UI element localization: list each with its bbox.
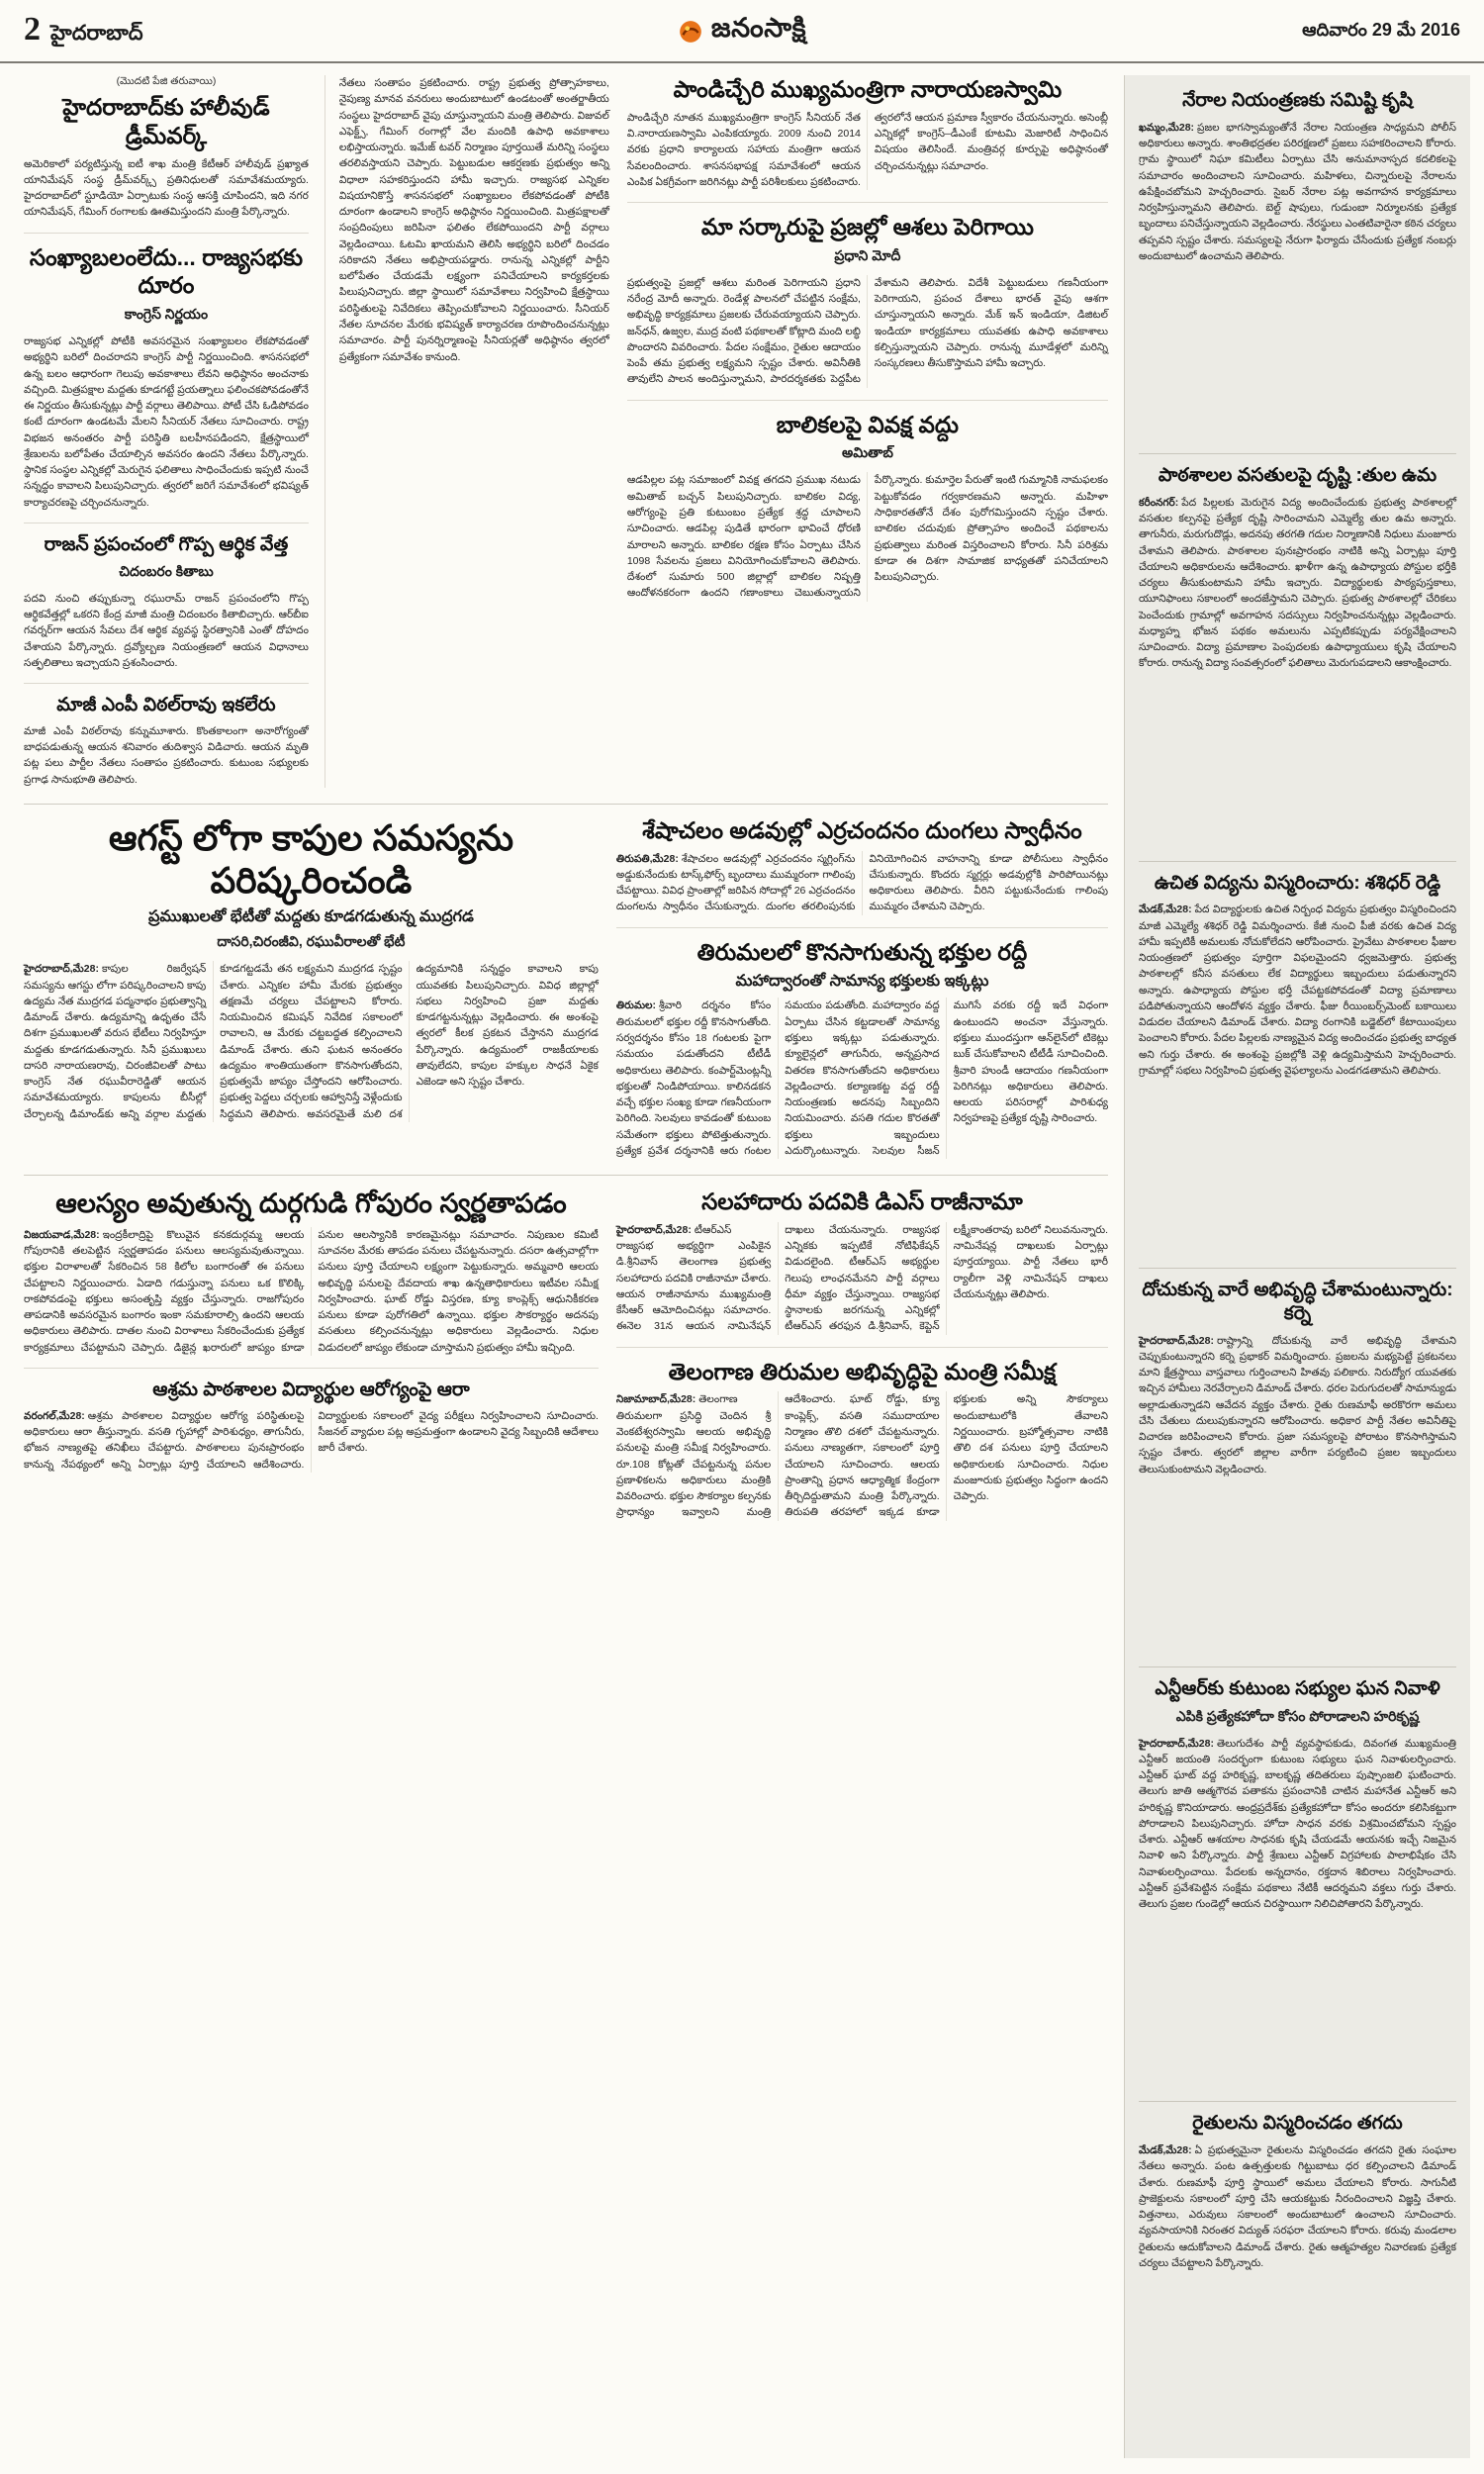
article-subhead-2: దాసరి,చిరంజీవి, రఘువీరాలతో భేటీ [217,933,406,950]
article-rajan-economist [24,523,309,671]
article-headline: పాఠశాలల వసతులపై దృష్టి :తుల ఉమ [1158,464,1438,486]
article-headline: ఆగస్ట్ లోగా కాపుల సమస్యను పరిష్కరించండి [108,816,514,902]
top-left-columns [24,75,609,788]
dateline: హైదరాబాద్,మే28: [1139,1334,1214,1347]
article-kapu-reservation [24,816,599,1159]
article-headline: రైతులను విస్మరించడం తగదు [1192,2113,1403,2135]
article-headline: నేరాల నియంత్రణకు సమిష్టి కృషి [1182,90,1413,111]
page-content [0,63,1484,2474]
logo-text: జనంసాక్షి [710,13,807,43]
rail-article-karne-criticism [1139,1268,1456,1655]
dateline: తిరుపతి,మే28: [615,852,679,865]
continuation-body: నేతలు సంతాపం ప్రకటించారు. రాష్ట్ర ప్రభుత్వ ప్రోత్సాహకాలు, నైపుణ్య మానవ వనరులు అందుబాటులో ఉండటంతో అంతర్జాతీయ సంస్థలు హైదరాబాద్ వైపు చూస్తున్నాయని మంత్రి తెలిపారు. విజువల్ ఎఫెక్ట్స్, గేమింగ్ రంగాల్లో వేల మందికి ఉపాధి అవకాశాలు లభిస్తాయన్నారు. ఇమేజ్ టవర్ నిర్మాణం పూర్తయితే మరిన్ని సంస్థలు తరలివస్తాయని చెప్పారు. పెట్టుబడుల ఆకర్షణకు ప్రభుత్వం అన్ని విధాలా సహకరిస్తుందని హామీ ఇచ్చారు. రాజ్యసభ ఎన్నికల విషయానికొస్తే శాసనసభలో సంఖ్యాబలం లేకపోవడంతో పోటీకి దూరంగా ఉండాలని కాంగ్రెస్ అధిష్ఠానం నిర్ణయించింది. మిత్రపక్షాలతో సంప్రదింపులు జరిపినా ఫలితం లేకపోయిందని పార్టీ వర్గాలు వెల్లడించాయి. ఓటమి ఖాయమని తెలిసి అభ్యర్థిని బరిలో దించడం సరికాదని నేతలు అభిప్రాయపడ్డారు. రానున్న ఎన్నికల్లో పార్టీని బలోపేతం చేయడమే లక్ష్యంగా పనిచేయాలని కార్యకర్తలకు పిలుపునిచ్చారు. జిల్లా స్థాయిలో సమావేశాలు నిర్వహించి క్షేత్రస్థాయి పరిస్థితులపై నివేదికలు తెప్పించుకోవాలని నిర్ణయించారు. సీనియర్ నేతల సూచనల మేరకు భవిష్యత్ కార్యాచరణ రూపొందించనున్నట్లు సమాచారం. పార్టీ పునర్నిర్మాణంపై సీనియర్లతో అధిష్ఠానం త్వరలో ప్రత్యేకంగా సమావేశం కానుంది. [338,77,609,363]
article-body: తిరుమల: శ్రీవారి దర్శనం కోసం తిరుమలలో భక్తుల రద్దీ కొనసాగుతోంది. సర్వదర్శనం కోసం 18 గంటలకు పైగా సమయం పడుతోందని టీటీడీ అధికారులు తెలిపారు. కంపార్ట్‌మెంట్లన్నీ భక్తులతో నిండిపోయాయి. కాలినడకన వచ్చే భక్తుల సంఖ్య కూడా గణనీయంగా పెరిగింది. సెలవులు కావడంతో కుటుంబ సమేతంగా భక్తులు పోటెత్తుతున్నారు. ప్రత్యేక ప్రవేశ దర్శనానికి ఆరు గంటల సమయం పడుతోంది. మహాద్వారం వద్ద ఏర్పాటు చేసిన కట్టడాలతో సామాన్య భక్తులు ఇక్కట్లు పడుతున్నారు. క్యూలైన్లలో తాగునీరు, అన్నప్రసాద వితరణ కొనసాగుతోందని అధికారులు వెల్లడించారు. కల్యాణకట్ట వద్ద రద్దీ నియంత్రణకు అదనపు సిబ్బందిని నియమించారు. వసతి గదుల కొరతతో భక్తులు ఇబ్బందులు ఎదుర్కొంటున్నారు. సెలవుల సీజన్ ముగిసే వరకు రద్దీ ఇదే విధంగా ఉంటుందని అంచనా వేస్తున్నారు. భక్తులు ముందస్తుగా ఆన్‌లైన్‌లో టికెట్లు బుక్ చేసుకోవాలని టీటీడీ సూచించింది. శ్రీవారి హుండీ ఆదాయం గణనీయంగా పెరిగినట్లు అధికారులు తెలిపారు. ఆలయ పరిసరాల్లో పారిశుధ్య నిర్వహణపై ప్రత్యేక దృష్టి సారించారు. [615,999,1108,1157]
article-vithalrao-obituary [24,683,309,788]
dateline: హైదరాబాద్,మే28: [1139,1737,1214,1750]
article-ashram-schools-health [24,1368,599,1473]
article-subhead: ప్రముఖులతో భేటీతో మద్దతు కూడగడుతున్న ముద్రగడ [148,908,474,926]
article-kicker: కాంగ్రెస్ నిర్ణయం [124,306,209,323]
article-body: హైదరాబాద్,మే28: తెలుగుదేశం పార్టీ వ్యవస్థాపకుడు, దివంగత ముఖ్యమంత్రి ఎన్టీఆర్ జయంతి సందర్భంగా కుటుంబ సభ్యులు ఘన నివాళులర్పించారు. ఎన్టీఆర్ ఘాట్ వద్ద హరికృష్ణ, బాలకృష్ణ తదితరులు పుష్పాంజలి ఘటించారు. తెలుగు జాతి ఆత్మగౌరవ పతాకను ప్రపంచానికి చాటిన మహానేత ఎన్టీఆర్ అని హరికృష్ణ కొనియాడారు. ఆంధ్రప్రదేశ్‌కు ప్రత్యేకహోదా కోసం అందరూ కలిసికట్టుగా పోరాడాలని పిలుపునిచ్చారు. హోదా సాధన వరకు విశ్రమించబోమని స్పష్టం చేశారు. ఎన్టీఆర్ ఆశయాల సాధనకు కృషి చేయడమే ఆయనకు ఇచ్చే నిజమైన నివాళి అని పేర్కొన్నారు. పార్టీ శ్రేణులు ఎన్టీఆర్ విగ్రహాలకు పాలాభిషేకం చేసి నివాళులర్పించాయి. పేదలకు అన్నదానం, రక్తదాన శిబిరాలు నిర్వహించారు. ఎన్టీఆర్ ప్రవేశపెట్టిన సంక్షేమ పథకాలు నేటికీ ఆదర్శమని వక్తలు గుర్తు చేశారు. తెలుగు ప్రజల గుండెల్లో ఆయన చిరస్థాయిగా నిలిచిపోతారని పేర్కొన్నారు. [1139,1737,1456,1911]
article-body: హైదరాబాద్,మే28: కాపుల రిజర్వేషన్ సమస్యను ఆగస్టు లోగా పరిష్కరించాలని కాపు ఉద్యమ నేత ముద్రగడ పద్మనాభం ప్రభుత్వాన్ని డిమాండ్ చేశారు. ఉద్యమాన్ని ఉధృతం చేసే దిశగా ప్రముఖులతో వరుస భేటీలు నిర్వహిస్తూ మద్దతు కూడగడుతున్నారు. సినీ ప్రముఖులు దాసరి నారాయణరావు, చిరంజీవిలతో పాటు కాంగ్రెస్ నేత రఘువీరారెడ్డితో ఆయన సమావేశమయ్యారు. కాపులను బీసీల్లో చేర్చాలన్న డిమాండ్‌కు అన్ని వర్గాల మద్దతు కూడగట్టడమే తన లక్ష్యమని ముద్రగడ స్పష్టం చేశారు. ఎన్నికల హామీ మేరకు ప్రభుత్వం తక్షణమే చర్యలు చేపట్టాలని కోరారు. నియమించిన కమిషన్ నివేదిక సకాలంలో రావాలని, ఆ మేరకు చట్టబద్ధత కల్పించాలని డిమాండ్ చేశారు. తుని ఘటన అనంతరం ఉద్యమం శాంతియుతంగా కొనసాగుతోందని, ప్రభుత్వమే జాప్యం చేస్తోందని ఆరోపించారు. ప్రభుత్వ పెద్దలు చర్చలకు ఆహ్వానిస్తే వెళ్లేందుకు సిద్ధమని తెలిపారు. అవసరమైతే మలి దశ ఉద్యమానికి సన్నద్ధం కావాలని కాపు యువతకు పిలుపునిచ్చారు. వివిధ జిల్లాల్లో సభలు నిర్వహించి ప్రజా మద్దతు కూడగట్టనున్నట్లు వెల్లడించారు. ఈ అంశంపై త్వరలో కీలక ప్రకటన చేస్తానని ముద్రగడ పేర్కొన్నారు. ఉద్యమంలో రాజకీయాలకు తావులేదని, కాపుల హక్కుల సాధనే ఏకైక ఎజెండా అని స్పష్టం చేశారు. [24,963,599,1120]
article-body: పాండిచ్చేరి నూతన ముఖ్యమంత్రిగా కాంగ్రెస్ సీనియర్ నేత వి.నారాయణస్వామి ఎంపికయ్యారు. 2009 నుంచి 2014 వరకు ప్రధాని కార్యాలయ సహాయ మంత్రిగా ఆయన సేవలందించారు. శాసనసభాపక్ష సమావేశంలో ఆయన ఎంపిక ఏకగ్రీవంగా జరిగినట్లు పార్టీ పరిశీలకులు ప్రకటించారు. త్వరలోనే ఆయన ప్రమాణ స్వీకారం చేయనున్నారు. అసెంబ్లీ ఎన్నికల్లో కాంగ్రెస్–డీఎంకే కూటమి మెజారిటీ సాధించిన విషయం తెలిసిందే. మంత్రివర్గ కూర్పుపై అధిష్ఠానంతో చర్చించనున్నట్లు సమాచారం. [626,111,1108,188]
article-body: కరీంనగర్: పేద పిల్లలకు మెరుగైన విద్య అందించేందుకు ప్రభుత్వ పాఠశాలల్లో వసతుల కల్పనపై ప్రత్యేక దృష్టి సారించామని ఎమ్మెల్యే తుల ఉమ అన్నారు. తాగునీరు, మరుగుదొడ్లు, అదనపు తరగతి గదుల నిర్మాణానికి నిధులు మంజూరు చేశామని తెలిపారు. పాఠశాలల పునఃప్రారంభం నాటికి అన్ని ఏర్పాట్లు పూర్తి చేయాలని అధికారులను ఆదేశించారు. ఖాళీగా ఉన్న ఉపాధ్యాయ పోస్టుల భర్తీకి చర్యలు తీసుకుంటామని హామీ ఇచ్చారు. విద్యార్థులకు పాఠ్యపుస్తకాలు, యూనిఫాంలు సకాలంలో అందజేస్తామని చెప్పారు. ప్రభుత్వ పాఠశాలల్లో చేరికలు పెంచేందుకు గ్రామాల్లో అవగాహన సదస్సులు నిర్వహించనున్నట్లు వెల్లడించారు. మధ్యాహ్న భోజన పథకం అమలును ఎప్పటికప్పుడు పర్యవేక్షించాలని సూచించారు. విద్యా ప్రమాణాల పెంపుదలకు ఉపాధ్యాయులు కృషి చేయాలని కోరారు. రానున్న విద్యా సంవత్సరంలో ఫలితాలు మెరుగుపడాలని ఆకాంక్షించారు. [1139,496,1456,670]
top-band [24,75,1108,788]
rail-article-farmers [1139,2101,1456,2448]
article-body: నిజామాబాద్,మే28: తెలంగాణ తిరుమలగా ప్రసిద్ధి చెందిన శ్రీ వెంకటేశ్వరస్వామి ఆలయ అభివృద్ధి పనులపై మంత్రి సమీక్ష నిర్వహించారు. రూ.108 కోట్లతో చేపట్టనున్న పనుల ప్రణాళికలను అధికారులు మంత్రికి వివరించారు. భక్తుల సౌకర్యాల కల్పనకు ప్రాధాన్యం ఇవ్వాలని మంత్రి ఆదేశించారు. ఘాట్ రోడ్డు, క్యూ కాంప్లెక్స్, వసతి సముదాయాల నిర్మాణం తొలి దశలో చేపట్టనున్నారు. పనులు నాణ్యతగా, సకాలంలో పూర్తి చేయాలని సూచించారు. ఆలయ ప్రాంతాన్ని ప్రధాన ఆధ్యాత్మిక కేంద్రంగా తీర్చిదిద్దుతామని మంత్రి పేర్కొన్నారు. తిరుపతి తరహాలో ఇక్కడ కూడా భక్తులకు అన్ని సౌకర్యాలు అందుబాటులోకి తేవాలని నిర్ణయించారు. బ్రహ్మోత్సవాల నాటికి తొలి దశ పనులు పూర్తి చేయాలని అధికారులకు సూచించారు. నిధుల మంజూరుకు ప్రభుత్వం సిద్ధంగా ఉందని చెప్పారు. [615,1393,1108,1519]
article-kicker: చిదంబరం కితాబు [119,562,214,579]
article-headline: ఎన్టీఆర్‌కు కుటుంబ సభ్యుల ఘన నివాళి [1155,1677,1440,1699]
masthead-left [24,13,678,50]
article-headline: పాండిచ్చేరి ముఖ్యమంత్రిగా నారాయణస్వామి [673,76,1063,102]
article-kicker: అమితాబ్ [842,444,893,461]
edition-city: హైదరాబాద్ [50,22,143,45]
dateline: నిజామాబాద్,మే28: [615,1393,696,1406]
article-ds-resignation [616,1188,1108,1335]
article-subhead: ఎపికి ప్రత్యేకహోదా కోసం పోరాడాలని హరికృష్ణ [1175,1707,1420,1724]
bottom-right-column [616,1188,1108,2458]
dateline: మేడక్,మే28: [1139,904,1192,916]
middle-right-column [616,816,1108,1159]
article-body: పదవి నుంచి తప్పుకున్నా రఘురామ్ రాజన్ ప్రపంచంలోని గొప్ప ఆర్థికవేత్తల్లో ఒకరని కేంద్ర మాజీ మంత్రి చిదంబరం కితాబిచ్చారు. ఆర్‌బీఐ గవర్నర్‌గా ఆయన సేవలు దేశ ఆర్థిక వ్యవస్థ స్థిరత్వానికి ఎంతో దోహదం చేశాయని పేర్కొన్నారు. ద్రవ్యోల్బణ నియంత్రణలో ఆయన విధానాలు సత్ఫలితాలు ఇచ్చాయని ప్రశంసించారు. [24,592,309,669]
article-body: తిరుపతి,మే28: శేషాచలం అడవుల్లో ఎర్రచందనం స్మగ్లింగ్‌ను అడ్డుకునేందుకు టాస్క్‌ఫోర్స్ బృందాలు ముమ్మరంగా గాలింపు చేపట్టాయి. వివిధ ప్రాంతాల్లో జరిపిన సోదాల్లో 26 ఎర్రచందనం దుంగలను స్వాధీనం చేసుకున్నారు. దుంగల తరలింపునకు వినియోగించిన వాహనాన్ని కూడా పోలీసులు స్వాధీనం చేసుకున్నారు. కొందరు స్మగ్లర్లు అడవుల్లోకి పారిపోయినట్లు అధికారులు తెలిపారు. వీరిని పట్టుకునేందుకు గాలింపు ముమ్మరం చేశామని చెప్పారు. [615,852,1108,913]
continuation-note: (మొదటి పేజి తరువాయి) [116,75,217,87]
middle-band [24,804,1108,1159]
article-headline: తిరుమలలో కొనసాగుతున్న భక్తుల రద్దీ [696,938,1028,965]
article-body: మేడక్,మే28: ఏ ప్రభుత్వమైనా రైతులను విస్మరించడం తగదని రైతు సంఘాల నేతలు అన్నారు. పంట ఉత్పత్తులకు గిట్టుబాటు ధర కల్పించాలని డిమాండ్ చేశారు. రుణమాఫీ పూర్తి స్థాయిలో అమలు చేయాలని కోరారు. సాగునీటి ప్రాజెక్టులను సకాలంలో పూర్తి చేసి ఆయకట్టుకు నీరందించాలని విజ్ఞప్తి చేశారు. విత్తనాలు, ఎరువులు సకాలంలో అందుబాటులో ఉంచాలని సూచించారు. వ్యవసాయానికి నిరంతర విద్యుత్ సరఫరా చేయాలని కోరారు. కరువు మండలాల రైతులను ఆదుకోవాలని డిమాండ్ చేశారు. రైతు ఆత్మహత్యల నివారణకు ప్రత్యేక చర్యలు చేపట్టాలని పేర్కొన్నారు. [1139,2144,1456,2269]
article-body: మాజీ ఎంపీ విఠల్‌రావు కన్నుమూశారు. కొంతకాలంగా అనారోగ్యంతో బాధపడుతున్న ఆయన శనివారం తుదిశ్వాస విడిచారు. ఆయన మృతి పట్ల పలు పార్టీల నేతలు సంతాపం ప్రకటించారు. కుటుంబ సభ్యులకు ప్రగాఢ సానుభూతి తెలిపారు. [24,724,309,786]
dateline: హైదరాబాద్,మే28: [615,1223,692,1236]
newspaper-logo [678,13,806,50]
article-headline: మాజీ ఎంపీ విఠల్‌రావు ఇకలేరు [56,695,276,716]
article-headline: తెలంగాణ తిరుమల అభివృద్ధిపై మంత్రి సమీక్ష [668,1358,1057,1384]
article-headline: ఆలస్యం అవుతున్న దుర్గగుడి గోపురం స్వర్ణతాపడం [55,1189,567,1219]
article-headline: శేషాచలం అడవుల్లో ఎర్రచందనం దుంగలు స్వాధీనం [642,816,1082,843]
column-1 [24,75,309,788]
article-body: ప్రభుత్వంపై ప్రజల్లో ఆశలు మరింత పెరిగాయని ప్రధాని నరేంద్ర మోదీ అన్నారు. రెండేళ్ల పాలనలో చేపట్టిన సంక్షేమ, అభివృద్ధి కార్యక్రమాలు ప్రజలకు చేరువయ్యాయని చెప్పారు. జన్‌ధన్, ఉజ్వల, ముద్ర వంటి పథకాలతో కోట్లాది మంది లబ్ధి పొందారని వివరించారు. పేదల సంక్షేమం, రైతుల ఆదాయం పెంపే తమ ప్రభుత్వ లక్ష్యమని స్పష్టం చేశారు. అవినీతికి తావులేని పాలన అందిస్తున్నామని, పారదర్శకతకు పెద్దపీట వేశామని తెలిపారు. విదేశీ పెట్టుబడులు గణనీయంగా పెరిగాయని, ప్రపంచ దేశాలు భారత్ వైపు ఆశగా చూస్తున్నాయని అన్నారు. మేక్ ఇన్ ఇండియా, డిజిటల్ ఇండియా కార్యక్రమాలు యువతకు ఉపాధి అవకాశాలు కల్పిస్తున్నాయని చెప్పారు. రానున్న మూడేళ్లలో మరిన్ని సంస్కరణలు తీసుకొస్తామని హామీ ఇచ్చారు. [626,276,1108,386]
bottom-left-column [24,1188,599,2458]
article-pondicherry-cm [627,75,1108,190]
article-body: హైదరాబాద్,మే28: రాష్ట్రాన్ని దోచుకున్న వారే అభివృద్ధి చేశామని చెప్పుకుంటున్నారని కర్నె ప్రభాకర్ విమర్శించారు. ప్రజలను మభ్యపెట్టే ప్రకటనలు మాని క్షేత్రస్థాయి వాస్తవాలు గుర్తించాలని హితవు పలికారు. నిరుద్యోగ యువతకు ఇచ్చిన హామీలు నెరవేర్చాలని డిమాండ్ చేశారు. ధరల పెరుగుదలతో సామాన్యుడు అల్లాడుతున్నాడని ఆవేదన వ్యక్తం చేశారు. రైతు రుణమాఫీ అరకొరగా అమలు చేసి చేతులు దులుపుకున్నారని ఆరోపించారు. అధికార పార్టీ నేతల అవినీతిపై విచారణ జరిపించాలని కోరారు. ప్రజా సమస్యలపై పోరాటం కొనసాగిస్తామని స్పష్టం చేశారు. త్వరలో జిల్లాల వారీగా పర్యటించి ప్రజల ఇబ్బందులు తెలుసుకుంటామని వెల్లడించారు. [1139,1334,1456,1475]
bottom-band [24,1175,1108,2458]
article-headline: ఉచిత విద్యను విస్మరించారు: శశిధర్ రెడ్డి [1154,872,1441,894]
column-2-continuation [325,75,609,788]
article-headline: బాలికలపై వివక్ష వద్దు [776,411,960,437]
dateline: కరీంనగర్: [1139,496,1179,509]
article-body: అమెరికాలో పర్యటిస్తున్న ఐటీ శాఖ మంత్రి కేటీఆర్ హాలీవుడ్ ప్రఖ్యాత యానిమేషన్ సంస్థ డ్రీమ్‌వర్క్స్ ప్రతినిధులతో సమావేశమయ్యారు. హైదరాబాద్‌లో స్టూడియో ఏర్పాటుకు సంస్థ ఆసక్తి చూపిందని, ఇది నగర యానిమేషన్, గేమింగ్ రంగాలకు ఊతమిస్తుందని మంత్రి పేర్కొన్నారు. [24,157,309,219]
issue-date: ఆదివారం 29 మే 2016 [1302,19,1460,40]
article-headline: దోచుకున్న వారే అభివృద్ధి చేశామంటున్నారు: కర్నె [1142,1280,1453,1324]
article-body: హైదరాబాద్,మే28: టీఆర్ఎస్ రాజ్యసభ అభ్యర్థిగా ఎంపికైన డి.శ్రీనివాస్ తెలంగాణ ప్రభుత్వ సలహాదారు పదవికి రాజీనామా చేశారు. ఆయన రాజీనామాను ముఖ్యమంత్రి కేసీఆర్ ఆమోదించినట్లు సమాచారం. ఈనెల 31న ఆయన నామినేషన్ దాఖలు చేయనున్నారు. రాజ్యసభ ఎన్నికకు ఇప్పటికే నోటిఫికేషన్ విడుదలైంది. టీఆర్ఎస్ అభ్యర్థుల గెలుపు లాంఛనమేనని పార్టీ వర్గాలు ధీమా వ్యక్తం చేస్తున్నాయి. రాజ్యసభ స్థానాలకు జరగనున్న ఎన్నికల్లో టీఆర్ఎస్ తరఫున డి.శ్రీనివాస్, కెప్టెన్ లక్ష్మీకాంతరావు బరిలో నిలువనున్నారు. నామినేషన్ల దాఖలుకు ఏర్పాట్లు పూర్తయ్యాయి. పార్టీ నేతలు భారీ ర్యాలీగా వెళ్లి నామినేషన్ దాఖలు చేయనున్నట్లు తెలిపారు. [615,1223,1108,1333]
dateline: హైదరాబాద్,మే28: [24,963,99,976]
article-body: విజయవాడ,మే28: ఇంద్రకీలాద్రిపై కొలువైన కనకదుర్గమ్మ ఆలయ గోపురానికి తలపెట్టిన స్వర్ణతాపడం పనులు ఆలస్యమవుతున్నాయి. భక్తుల విరాళాలతో సేకరించిన 58 కిలోల బంగారంతో ఈ పనులు చేపట్టాలని నిర్ణయించారు. ఏడాది గడుస్తున్నా పనులు ఒక కొలిక్కి రాకపోవడంపై భక్తులు అసంతృప్తి వ్యక్తం చేస్తున్నారు. రాజగోపురం తాపడానికి అవసరమైన బంగారం ఇంకా సమకూరాల్సి ఉందని ఆలయ అధికారులు తెలిపారు. దాతల నుంచి విరాళాలు సేకరించేందుకు ప్రత్యేక కార్యక్రమాలు చేపట్టామని చెప్పారు. డిజైన్ల ఖరారులో జాప్యం కూడా పనుల ఆలస్యానికి కారణమైనట్లు సమాచారం. నిపుణుల కమిటీ సూచనల మేరకు తాపడం పనులు చేపట్టనున్నారు. దసరా ఉత్సవాల్లోగా పనులు పూర్తి చేయాలని లక్ష్యంగా పెట్టుకున్నారు. అమ్మవారి ఆలయ అభివృద్ధి పనులపై దేవదాయ శాఖ ఉన్నతాధికారులు ఇటీవల సమీక్ష నిర్వహించారు. ఘాట్ రోడ్డు విస్తరణ, క్యూ కాంప్లెక్స్ ఆధునికీకరణ పనులు కూడా పురోగతిలో ఉన్నాయి. భక్తుల సౌకర్యార్థం అదనపు వసతులు కల్పించనున్నట్లు అధికారులు వెల్లడించారు. నిధుల విడుదలలో జాప్యం లేకుండా చూస్తామని ప్రభుత్వం హామీ ఇచ్చింది. [24,1228,599,1354]
article-body: మేడక్,మే28: పేద విద్యార్థులకు ఉచిత నిర్బంధ విద్యను ప్రభుత్వం విస్మరించిందని మాజీ ఎమ్మెల్యే శశిధర్ రెడ్డి విమర్శించారు. కేజీ నుంచి పీజీ వరకు ఉచిత విద్య హామీ ఇప్పటికీ అమలుకు నోచుకోలేదని ఆరోపించారు. ప్రైవేటు పాఠశాలల ఫీజుల నియంత్రణలో ప్రభుత్వం పూర్తిగా విఫలమైందని ధ్వజమెత్తారు. ప్రభుత్వ పాఠశాలల్లో కనీస వసతులు లేక విద్యార్థులు ఇబ్బందులు పడుతున్నారని అన్నారు. ఉపాధ్యాయ పోస్టుల భర్తీ చేపట్టకపోవడంతో విద్యా ప్రమాణాలు పడిపోతున్నాయని ఆందోళన వ్యక్తం చేశారు. ఫీజు రీయింబర్స్‌మెంట్ బకాయిలు విడుదల చేయాలని డిమాండ్ చేశారు. విద్యా రంగానికి బడ్జెట్‌లో కేటాయింపులు పెంచాలని కోరారు. పేదల పిల్లలకు నాణ్యమైన విద్య అందించడం ప్రభుత్వ బాధ్యత అని గుర్తు చేశారు. ఈ అంశంపై ప్రజల్లోకి వెళ్లి ఉద్యమిస్తామని హెచ్చరించారు. గ్రామాల్లో సభలు నిర్వహించి ప్రభుత్వ వైఫల్యాలను ఎండగడతామని తెలిపారు. [1139,904,1456,1077]
dateline: వరంగల్,మే28: [24,1409,85,1422]
page-number: 2 [24,11,41,48]
right-rail [1124,75,1470,2458]
article-hollywood-dreamworks [24,75,309,221]
article-headline: సంఖ్యాబలంలేదు... రాజ్యసభకు దూరం [29,243,304,299]
dateline: తిరుమల: [615,999,656,1012]
dateline: మేడక్,మే28: [1139,2144,1192,2157]
article-headline: హైదరాబాద్‌కు హాలీవుడ్ డ్రీమ్‌వర్క్ [62,94,270,148]
article-modi-government [627,202,1108,388]
article-seshachalam-redsanders [616,816,1108,915]
logo-flame-icon [678,19,703,45]
article-headline: రాజన్ ప్రపంచంలో గొప్ప ఆర్థిక వేత్త [44,533,289,555]
article-headline: మా సర్కారుపై ప్రజల్లో ఆశలు పెరిగాయి [700,214,1034,240]
article-subhead: మహాద్వారంతో సామాన్య భక్తులకు ఇక్కట్లు [735,973,989,991]
article-headline: సలహాదారు పదవికి డిఎస్ రాజీనామా [701,1189,1023,1215]
article-rajyasabha-congress [24,233,309,511]
rail-article-crime-control [1139,89,1456,441]
top-middle-column [627,75,1108,788]
article-kicker: ప్రధాని మోదీ [834,246,901,263]
article-body: ఖమ్మం,మే28: ప్రజల భాగస్వామ్యంతోనే నేరాల నియంత్రణ సాధ్యమని పోలీస్ అధికారులు అన్నారు. శాంతిభద్రతల పరిరక్షణలో ప్రజలు సహకరించాలని కోరారు. గ్రామ స్థాయిలో నిఘా కమిటీలు ఏర్పాటు చేసి అనుమానాస్పద కదలికలపై సమాచారం అందించాలని సూచించారు. మహిళలు, చిన్నారులపై నేరాలను ఉపేక్షించబోమని హెచ్చరించారు. సైబర్ నేరాల పట్ల అవగాహన కార్యక్రమాలు నిర్వహిస్తున్నామని తెలిపారు. బెల్ట్ షాపులు, గుడుంబా నిర్మూలనకు ప్రత్యేక బృందాలు పనిచేస్తున్నాయని వెల్లడించారు. నేరస్థులు ఎంతటివారైనా కఠిన చర్యలు తప్పవని స్పష్టం చేశారు. సమస్యలపై నేరుగా ఫిర్యాదు చేసేందుకు ప్రత్యేక నంబర్లు అందుబాటులో ఉంచామని తెలిపారు. [1139,121,1456,262]
masthead [0,0,1484,63]
article-body: ఆడపిల్లల పట్ల సమాజంలో వివక్ష తగదని ప్రముఖ నటుడు అమితాబ్ బచ్చన్ పిలుపునిచ్చారు. బాలికల విద్య, ఆరోగ్యంపై ప్రతి కుటుంబం ప్రత్యేక శ్రద్ధ చూపాలని సూచించారు. ఆడపిల్ల పుడితే భారంగా భావించే ధోరణి మారాలని అన్నారు. బాలికల రక్షణ కోసం ఏర్పాటు చేసిన 1098 సేవలను ప్రజలు వినియోగించుకోవాలని తెలిపారు. దేశంలో సుమారు 500 జిల్లాల్లో బాలికల నిష్పత్తి ఆందోళనకరంగా ఉందని గణాంకాలు చెబుతున్నాయని పేర్కొన్నారు. కుమార్తెల పేరుతో ఇంటి గుమ్మానికి నామఫలకం పెట్టుకోవడం గర్వకారణమని అన్నారు. మహిళా సాధికారతతోనే దేశం పురోగమిస్తుందని స్పష్టం చేశారు. బాలికల చదువుకు ప్రోత్సాహం అందించే పథకాలను ప్రభుత్వాలు మరింత విస్తరించాలని కోరారు. సినీ పరిశ్రమ కూడా ఈ దిశగా సామాజిక బాధ్యతతో పనిచేయాలని పిలుపునిచ్చారు. [626,474,1108,600]
article-telangana-tirumala-review [616,1347,1108,1521]
rail-article-free-education [1139,861,1456,1257]
article-body: వరంగల్,మే28: ఆశ్రమ పాఠశాలల విద్యార్థుల ఆరోగ్య పరిస్థితులపై అధికారులు ఆరా తీస్తున్నారు. వసతి గృహాల్లో పారిశుధ్యం, తాగునీరు, భోజన నాణ్యతపై తనిఖీలు చేపట్టారు. పాఠశాలలు పునఃప్రారంభం కానున్న నేపథ్యంలో అన్ని ఏర్పాట్లు పూర్తి చేయాలని ఆదేశించారు. విద్యార్థులకు సకాలంలో వైద్య పరీక్షలు నిర్వహించాలని సూచించారు. సీజనల్ వ్యాధుల పట్ల అప్రమత్తంగా ఉండాలని వైద్య సిబ్బందికి ఆదేశాలు జారీ చేశారు. [24,1409,599,1471]
article-headline: ఆశ్రమ పాఠశాలల విద్యార్థుల ఆరోగ్యంపై ఆరా [152,1379,470,1400]
dateline: ఖమ్మం,మే28: [1139,121,1195,134]
article-durga-temple-gopuram [24,1188,599,1356]
main-columns [24,75,1108,2458]
article-tirumala-rush [616,927,1108,1159]
article-body: రాజ్యసభ ఎన్నికల్లో పోటీకి అవసరమైన సంఖ్యాబలం లేకపోవడంతో అభ్యర్థిని బరిలో దించరాదని కాంగ్రెస్ పార్టీ నిర్ణయించింది. శాసనసభలో ఉన్న బలం ఆధారంగా గెలుపు అవకాశాలు లేవని అధిష్ఠానం అంచనాకు వచ్చింది. మిత్రపక్షాల మద్దతు కూడగట్టే ప్రయత్నాలు ఫలించకపోవడంతోనే ఈ నిర్ణయం తీసుకున్నట్లు పార్టీ వర్గాలు తెలిపాయి. పోటీ చేసి ఓడిపోవడం కంటే దూరంగా ఉండటమే మేలని సీనియర్ నేతలు సూచించారు. రాష్ట్ర విభజన అనంతరం పార్టీ పరిస్థితి బలహీనపడిందని, క్షేత్రస్థాయిలో శ్రేణులను బలోపేతం చేయాల్సిన అవసరం ఉందని నేతలు పేర్కొన్నారు. స్థానిక సంస్థల ఎన్నికల్లో మెరుగైన ఫలితాలు సాధించేందుకు ఇప్పటి నుంచే సన్నద్ధం కావాలని పిలుపునిచ్చారు. త్వరలో జరిగే సమావేశంలో భవిష్యత్ కార్యాచరణపై చర్చించనున్నారు. [24,335,309,509]
dateline: విజయవాడ,మే28: [24,1228,100,1241]
article-amitabh-girls [627,400,1108,602]
rail-article-school-facilities [1139,453,1456,849]
rail-article-ntr-tribute [1139,1666,1456,2090]
